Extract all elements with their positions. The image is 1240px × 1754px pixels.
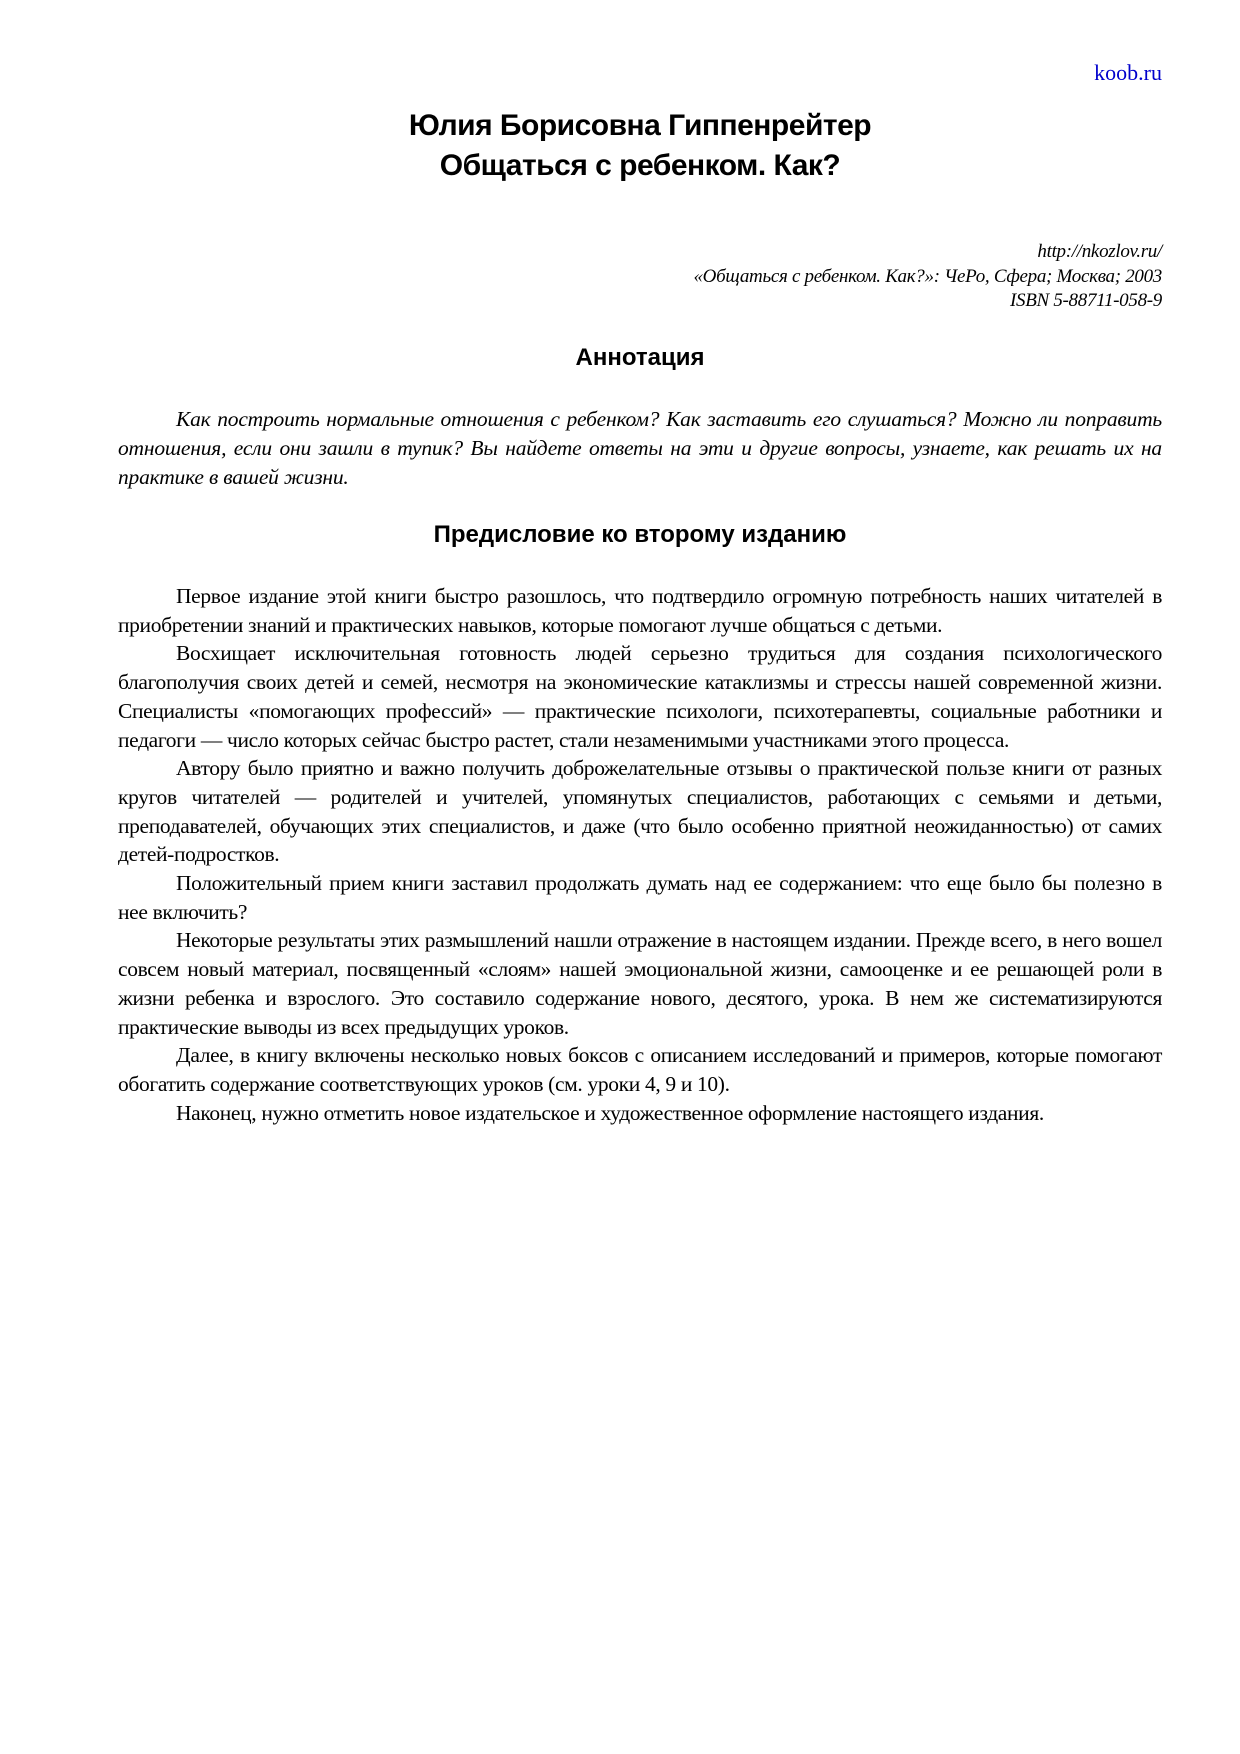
paragraph: Некоторые результаты этих размышлений нашли отражение в настоящем издании. Прежде всего, в него вошел совсем новый материал, посвященный «слоям» нашей эмоциональной жизни, самооценке и ее решающей роли в жизни ребенка и взрослого. Это составило содержание нового, десятого, урока. В нем же систематизируются практические выводы из всех предыдущих уроков. (118, 928, 1162, 1039)
annotation-text: Как построить нормальные отношения с ребенком? Как заставить его слушаться? Можно ли поправить отношения, если они зашли в тупик? Вы найдете ответы на эти и другие вопросы, узнаете, как решать их на практике в вашей жизни. (118, 407, 1162, 489)
paragraph: Автору было приятно и важно получить доброжелательные отзывы о практической пользе книги от разных кругов читателей — родителей и учителей, упомянутых специалистов, работающих с семьями и детьми, преподавателей, обучающих этих специалистов, и даже (что было особенно приятной неожиданностью) от самих детей-подростков. (118, 756, 1162, 867)
document-title (118, 106, 1162, 186)
author-name: Юлия Борисовна Гиппенрейтер (408, 109, 872, 142)
source-url: http://nkozlov.ru/ (1037, 241, 1162, 262)
paragraph: Восхищает исключительная готовность людей серьезно трудиться для создания психологического благополучия своих детей и семей, несмотря на экономические катаклизмы и стрессы нашей современной жизни. Специалисты «помогающих профессий» — практические психологи, психотерапевты, социальные работники и педагоги — число которых сейчас быстро растет, стали незаменимыми участниками этого процесса. (118, 641, 1162, 752)
annotation-heading: Аннотация (575, 344, 705, 371)
isbn: ISBN 5-88711-058-9 (1009, 290, 1162, 311)
preface-body (118, 582, 1162, 1127)
paragraph: Наконец, нужно отметить новое издательское и художественное оформление настоящего издания. (176, 1100, 1044, 1125)
preface-heading: Предисловие ко второму изданию (433, 521, 847, 548)
paragraph: Положительный прием книги заставил продолжать думать над ее содержанием: что еще было бы полезно в нее включить? (118, 871, 1162, 924)
publication-info (693, 240, 1162, 314)
edition-info: «Общаться с ребенком. Как?»: ЧеРо, Сфера; Москва; 2003 (693, 265, 1162, 287)
paragraph: Далее, в книгу включены несколько новых боксов с описанием исследований и примеров, которые помогают обогатить содержание соответствующих уроков (см. уроки 4, 9 и 10). (118, 1043, 1162, 1096)
paragraph: Первое издание этой книги быстро разошлось, что подтвердило огромную потребность наших читателей в приобретении знаний и практических навыков, которые помогают лучше общаться с детьми. (118, 584, 1162, 637)
site-link[interactable]: koob.ru (1094, 60, 1162, 85)
book-title: Общаться с ребенком. Как? (439, 149, 841, 182)
